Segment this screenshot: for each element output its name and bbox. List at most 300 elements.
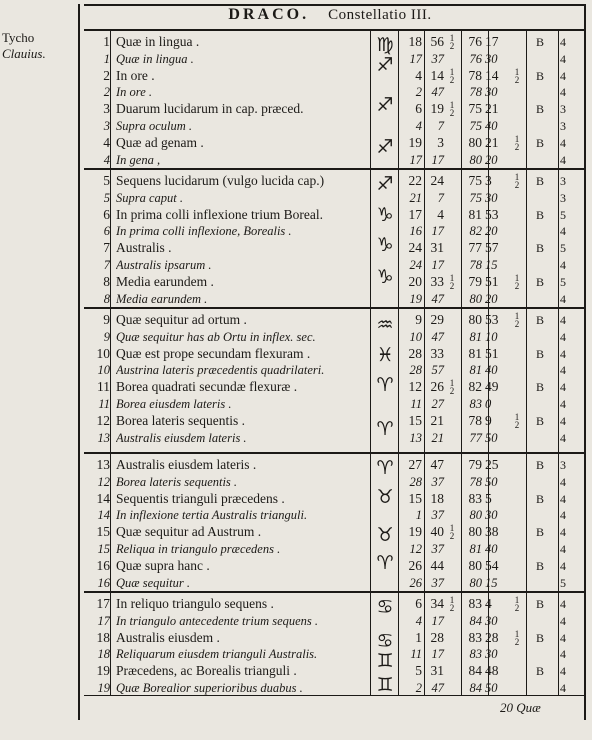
magnitude: 4 [560, 597, 566, 611]
star-number: 19 [96, 663, 110, 679]
latitude-degrees: 76 [469, 51, 482, 66]
longitude-minutes: 28 [430, 629, 444, 645]
latitude-minutes: 20 [485, 291, 498, 306]
star-description: Quæ in lingua . [116, 34, 200, 49]
star-number: 3 [103, 101, 110, 117]
latitude-degrees: 80 [468, 312, 482, 327]
star-number: 2 [103, 85, 110, 100]
latitude-minutes: 40 [485, 542, 498, 556]
latitude-degrees: 76 [468, 34, 482, 49]
longitude-minutes: 37 [431, 542, 444, 556]
latitude-degrees: 75 [468, 101, 482, 117]
magnitude: 3 [560, 174, 566, 188]
latitude-degrees: 79 [468, 273, 482, 289]
star-number: 18 [97, 647, 110, 662]
star-number: 11 [97, 379, 110, 395]
latitude-fraction: 1 2 [514, 66, 520, 85]
latitude-degrees: 81 [468, 206, 482, 222]
magnitude: 3 [560, 458, 566, 472]
longitude-degrees: 26 [409, 575, 422, 590]
star-description: Quæ sequitur ad Austrum . [116, 524, 262, 540]
star-number: 1 [103, 51, 110, 66]
latitude-direction: B [535, 413, 544, 428]
latitude-degrees: 79 [468, 457, 482, 472]
latitude-minutes: 57 [485, 240, 499, 256]
longitude-fraction: 1 2 [449, 523, 455, 542]
capricorn-sign-icon: ♑ [376, 204, 394, 226]
star-number: 1 [103, 34, 110, 49]
latitude-minutes: 50 [485, 430, 498, 445]
magnitude: 4 [560, 630, 566, 645]
star-number: 13 [97, 430, 110, 445]
latitude-direction: B [535, 664, 544, 679]
longitude-minutes: 37 [431, 474, 444, 489]
longitude-degrees: 10 [409, 329, 422, 344]
magnitude: 4 [560, 363, 566, 378]
latitude-minutes: 50 [485, 681, 498, 695]
latitude-degrees: 77 [469, 430, 482, 445]
longitude-minutes: 31 [430, 663, 444, 679]
star-number: 7 [103, 240, 110, 256]
magnitude: 4 [560, 647, 566, 662]
left-frame-line [78, 4, 80, 720]
star-description: In gena , [116, 152, 161, 167]
latitude-degrees: 80 [469, 508, 482, 523]
latitude-minutes: 50 [485, 474, 498, 489]
longitude-degrees: 17 [409, 152, 422, 167]
longitude-minutes: 27 [431, 397, 444, 411]
longitude-fraction: 1 2 [449, 100, 455, 119]
taurus-sign-icon: ♉ [376, 524, 394, 546]
longitude-minutes: 33 [430, 345, 444, 361]
star-description: Austrina lateris præcedentis quadrilateri. [116, 363, 325, 378]
longitude-minutes: 17 [431, 613, 444, 628]
magnitude: 4 [560, 380, 566, 395]
group-divider-1 [84, 168, 586, 170]
longitude-minutes: 21 [430, 412, 444, 428]
longitude-minutes: 17 [431, 224, 444, 239]
latitude-direction: B [535, 313, 544, 327]
magnitude: 4 [560, 313, 566, 327]
star-description: Media earundem . [116, 273, 214, 289]
longitude-fraction: 1 2 [449, 595, 455, 613]
star-row [84, 524, 584, 540]
latitude-degrees: 78 [468, 412, 482, 428]
longitude-minutes: 17 [431, 647, 444, 662]
latitude-minutes: 38 [485, 524, 499, 540]
magnitude: 4 [560, 413, 566, 428]
star-row [84, 663, 584, 679]
latitude-direction: B [535, 274, 544, 289]
magnitude: 4 [560, 258, 566, 272]
sagittarius-sign-icon: ♐ [376, 173, 394, 195]
latitude-degrees: 81 [469, 329, 482, 344]
latitude-direction: B [535, 346, 544, 361]
magnitude: 4 [560, 613, 566, 628]
latitude-degrees: 80 [469, 152, 482, 167]
star-description: Borea lateris sequentis . [116, 412, 245, 428]
magnitude: 4 [560, 224, 566, 239]
star-row [84, 575, 584, 591]
latitude-degrees: 83 [469, 647, 482, 662]
star-row [84, 207, 584, 223]
latitude-direction: B [535, 241, 544, 256]
star-description: In reliquo triangulo sequens . [116, 596, 274, 611]
star-row [84, 396, 584, 412]
latitude-direction: B [535, 525, 544, 540]
star-row [84, 430, 584, 446]
latitude-degrees: 80 [468, 524, 482, 540]
star-row [84, 491, 584, 507]
latitude-minutes: 25 [485, 457, 499, 472]
latitude-minutes: 54 [485, 557, 499, 573]
longitude-fraction: 1 2 [449, 378, 455, 397]
magnitude: 4 [560, 542, 566, 556]
margin-note-line2: Clauius. [2, 46, 46, 61]
longitude-degrees: 11 [410, 647, 422, 662]
star-number: 6 [103, 224, 110, 239]
star-row [84, 101, 584, 117]
latitude-direction: B [535, 68, 544, 83]
longitude-minutes: 47 [431, 329, 444, 344]
latitude-degrees: 82 [469, 224, 482, 239]
star-description: Quæ ad genam . [116, 134, 204, 150]
longitude-degrees: 6 [415, 101, 422, 117]
longitude-minutes: 37 [431, 575, 444, 590]
latitude-minutes: 15 [485, 575, 498, 590]
longitude-degrees: 4 [415, 67, 422, 83]
longitude-minutes: 34 [430, 596, 444, 611]
longitude-minutes: 33 [430, 273, 444, 289]
virgo-sign-icon: ♍ [376, 34, 394, 56]
star-description: In inflexione tertia Australis trianguli. [116, 508, 308, 523]
latitude-degrees: 80 [468, 557, 482, 573]
star-number: 16 [97, 575, 110, 590]
magnitude: 5 [560, 575, 566, 590]
magnitude: 4 [560, 68, 566, 83]
star-number: 18 [96, 629, 110, 645]
aries-sign-icon: ♈ [376, 418, 394, 440]
star-description: In triangulo antecedente trium sequens . [116, 613, 319, 628]
latitude-minutes: 4 [485, 596, 492, 611]
star-number: 3 [103, 119, 110, 133]
group-divider-4 [84, 591, 586, 593]
star-number: 15 [97, 542, 110, 556]
latitude-degrees: 83 [468, 596, 482, 611]
longitude-degrees: 19 [409, 291, 422, 306]
longitude-minutes: 19 [430, 101, 444, 117]
latitude-minutes: 40 [485, 363, 498, 378]
latitude-direction: B [535, 630, 544, 645]
latitude-degrees: 82 [468, 379, 482, 395]
group-divider-2 [84, 307, 586, 309]
magnitude: 4 [560, 135, 566, 150]
longitude-fraction: 1 2 [449, 66, 455, 85]
longitude-degrees: 12 [409, 542, 422, 556]
longitude-minutes: 4 [437, 206, 444, 222]
star-row [84, 223, 584, 239]
pisces-sign-icon: ♓ [376, 344, 394, 366]
longitude-minutes: 14 [430, 67, 444, 83]
latitude-direction: B [535, 380, 544, 395]
star-row [84, 274, 584, 290]
latitude-degrees: 80 [469, 291, 482, 306]
magnitude: 4 [560, 397, 566, 411]
star-description: Quæ sequitur ad ortum . [116, 312, 247, 327]
star-number: 4 [103, 134, 110, 150]
longitude-degrees: 15 [408, 412, 422, 428]
latitude-minutes: 28 [485, 629, 499, 645]
latitude-degrees: 78 [469, 258, 482, 272]
longitude-degrees: 5 [415, 663, 422, 679]
latitude-minutes: 3 [485, 173, 492, 188]
latitude-minutes: 40 [485, 119, 498, 133]
longitude-degrees: 22 [408, 173, 422, 188]
star-number: 8 [103, 273, 110, 289]
latitude-degrees: 75 [469, 119, 482, 133]
latitude-direction: B [535, 491, 544, 506]
star-row [84, 118, 584, 134]
cancer-sign-icon: ♋ [376, 630, 394, 652]
longitude-degrees: 1 [415, 508, 422, 523]
star-row [84, 84, 584, 100]
constellation-title: DRACO. [228, 6, 310, 23]
star-number: 5 [103, 190, 110, 205]
star-number: 8 [103, 291, 110, 306]
taurus-sign-icon: ♉ [376, 486, 394, 508]
latitude-fraction: 1 2 [514, 272, 520, 291]
latitude-degrees: 83 [468, 629, 482, 645]
star-description: Sequentis trianguli præcedens . [116, 490, 285, 506]
star-description: Quæ sequitur has ab Ortu in inflex. sec. [116, 329, 316, 344]
star-number: 10 [97, 363, 110, 378]
latitude-minutes: 9 [485, 412, 492, 428]
gemini-sign-icon: ♊ [376, 650, 394, 672]
star-description: Australis ipsarum . [116, 258, 212, 272]
star-number: 14 [96, 490, 110, 506]
longitude-degrees: 1 [415, 629, 422, 645]
longitude-degrees: 4 [415, 119, 422, 133]
star-row [84, 362, 584, 378]
star-description: Quæ supra hanc . [116, 557, 210, 573]
longitude-fraction: 1 2 [449, 33, 455, 51]
star-number: 19 [97, 681, 110, 695]
latitude-direction: B [535, 135, 544, 150]
latitude-degrees: 83 [469, 397, 482, 411]
longitude-minutes: 21 [431, 430, 444, 445]
magnitude: 4 [560, 291, 566, 306]
longitude-degrees: 13 [409, 430, 422, 445]
latitude-degrees: 84 [468, 663, 482, 679]
star-row [84, 173, 584, 189]
aquarius-sign-icon: ♒ [376, 314, 394, 336]
right-frame-line [584, 4, 586, 720]
star-description: Australis eiusdem lateris . [116, 430, 247, 445]
magnitude: 4 [560, 681, 566, 695]
longitude-degrees: 28 [409, 474, 422, 489]
star-row [84, 346, 584, 362]
star-number: 13 [96, 457, 110, 472]
star-row [84, 135, 584, 151]
star-number: 9 [103, 312, 110, 327]
latitude-direction: B [535, 458, 544, 472]
star-description: Australis eiusdem . [116, 629, 220, 645]
star-row [84, 613, 584, 629]
longitude-degrees: 15 [408, 490, 422, 506]
magnitude: 5 [560, 241, 566, 256]
longitude-degrees: 6 [415, 596, 422, 611]
magnitude: 3 [560, 119, 566, 133]
latitude-fraction: 1 2 [514, 133, 520, 152]
star-row [84, 507, 584, 523]
longitude-minutes: 7 [437, 119, 444, 133]
star-row [84, 646, 584, 662]
star-number: 15 [96, 524, 110, 540]
star-row [84, 190, 584, 206]
latitude-minutes: 30 [485, 85, 498, 100]
longitude-minutes: 17 [431, 258, 444, 272]
latitude-minutes: 17 [485, 34, 499, 49]
magnitude: 4 [560, 664, 566, 679]
latitude-minutes: 30 [485, 190, 498, 205]
longitude-minutes: 17 [431, 152, 444, 167]
aries-sign-icon: ♈ [376, 374, 394, 396]
longitude-degrees: 2 [415, 85, 422, 100]
star-description: Borea eiusdem lateris . [116, 397, 232, 411]
star-description: In ore . [116, 67, 155, 83]
capricorn-sign-icon: ♑ [376, 234, 394, 256]
latitude-fraction: 1 2 [514, 172, 520, 190]
latitude-degrees: 83 [468, 490, 482, 506]
longitude-minutes: 31 [430, 240, 444, 256]
latitude-minutes: 20 [485, 152, 498, 167]
header-rule [84, 29, 586, 31]
capricorn-sign-icon: ♑ [376, 266, 394, 288]
magnitude: 3 [560, 190, 566, 205]
magnitude: 5 [560, 207, 566, 222]
latitude-minutes: 0 [485, 397, 492, 411]
sagittarius-sign-icon: ♐ [376, 136, 394, 158]
star-number: 17 [96, 596, 110, 611]
longitude-minutes: 26 [430, 379, 444, 395]
star-description: In prima colli inflexione, Borealis . [116, 224, 292, 239]
star-number: 16 [96, 557, 110, 573]
latitude-minutes: 30 [485, 647, 498, 662]
star-number: 4 [103, 152, 110, 167]
latitude-degrees: 78 [469, 85, 482, 100]
star-description: Quæ in lingua . [116, 51, 194, 66]
latitude-minutes: 10 [485, 329, 498, 344]
star-description: Sequens lucidarum (vulgo lucida cap.) [116, 173, 325, 188]
longitude-minutes: 40 [430, 524, 444, 540]
top-rule [84, 4, 586, 6]
aries-sign-icon: ♈ [376, 552, 394, 574]
magnitude: 4 [560, 430, 566, 445]
star-row [84, 312, 584, 328]
star-row [84, 474, 584, 490]
longitude-minutes: 56 [430, 34, 444, 49]
longitude-degrees: 17 [408, 206, 422, 222]
latitude-degrees: 84 [469, 681, 482, 695]
star-description: Reliqua in triangulo præcedens . [116, 542, 281, 556]
star-description: Duarum lucidarum in cap. præced. [116, 101, 304, 117]
table-header [86, 6, 574, 28]
latitude-direction: B [535, 207, 544, 222]
longitude-minutes: 3 [437, 134, 444, 150]
star-description: In prima colli inflexione trium Boreal. [116, 206, 323, 222]
star-row [84, 457, 584, 473]
star-description: Quæ sequitur . [116, 575, 190, 590]
sagittarius-sign-icon: ♐ [376, 54, 394, 76]
star-number: 9 [103, 329, 110, 344]
star-row [84, 291, 584, 307]
longitude-minutes: 47 [431, 291, 444, 306]
star-number: 7 [103, 258, 110, 272]
sagittarius-sign-icon: ♐ [376, 94, 394, 116]
longitude-degrees: 28 [408, 345, 422, 361]
latitude-minutes: 15 [485, 258, 498, 272]
longitude-minutes: 37 [431, 51, 444, 66]
longitude-minutes: 47 [430, 457, 444, 472]
star-number: 12 [96, 412, 110, 428]
star-row [84, 413, 584, 429]
latitude-degrees: 78 [468, 67, 482, 83]
latitude-minutes: 53 [485, 312, 499, 327]
star-number: 11 [98, 397, 110, 411]
catchword: 20 Quæ [500, 700, 541, 715]
latitude-minutes: 30 [485, 613, 498, 628]
magnitude: 4 [560, 346, 566, 361]
latitude-direction: B [535, 558, 544, 573]
latitude-degrees: 81 [469, 363, 482, 378]
star-description: Australis . [116, 240, 172, 256]
star-row [84, 379, 584, 395]
star-description: Supra caput . [116, 190, 184, 205]
latitude-fraction: 1 2 [514, 628, 520, 647]
star-number: 5 [103, 173, 110, 188]
latitude-minutes: 51 [485, 273, 499, 289]
star-description: Præcedens, ac Borealis trianguli . [116, 663, 297, 679]
latitude-minutes: 5 [485, 490, 492, 506]
latitude-fraction: 1 2 [514, 595, 520, 613]
latitude-minutes: 48 [485, 663, 499, 679]
longitude-degrees: 18 [408, 34, 422, 49]
longitude-degrees: 19 [408, 134, 422, 150]
longitude-degrees: 20 [408, 273, 422, 289]
magnitude: 4 [560, 35, 566, 49]
latitude-minutes: 49 [485, 379, 499, 395]
star-description: In ore . [116, 85, 152, 100]
star-row [84, 558, 584, 574]
latitude-minutes: 53 [485, 206, 499, 222]
aries-sign-icon: ♈ [376, 457, 394, 479]
latitude-direction: B [535, 174, 544, 188]
latitude-fraction: 1 2 [514, 411, 520, 430]
longitude-minutes: 47 [431, 681, 444, 695]
star-row [84, 257, 584, 273]
latitude-minutes: 14 [485, 67, 499, 83]
longitude-minutes: 29 [430, 312, 444, 327]
star-row [84, 630, 584, 646]
longitude-minutes: 7 [437, 190, 444, 205]
star-row [84, 541, 584, 557]
longitude-minutes: 57 [431, 363, 444, 378]
magnitude: 3 [560, 102, 566, 117]
longitude-degrees: 27 [408, 457, 422, 472]
latitude-degrees: 75 [468, 173, 482, 188]
gemini-sign-icon: ♊ [376, 674, 394, 696]
magnitude: 4 [560, 152, 566, 167]
